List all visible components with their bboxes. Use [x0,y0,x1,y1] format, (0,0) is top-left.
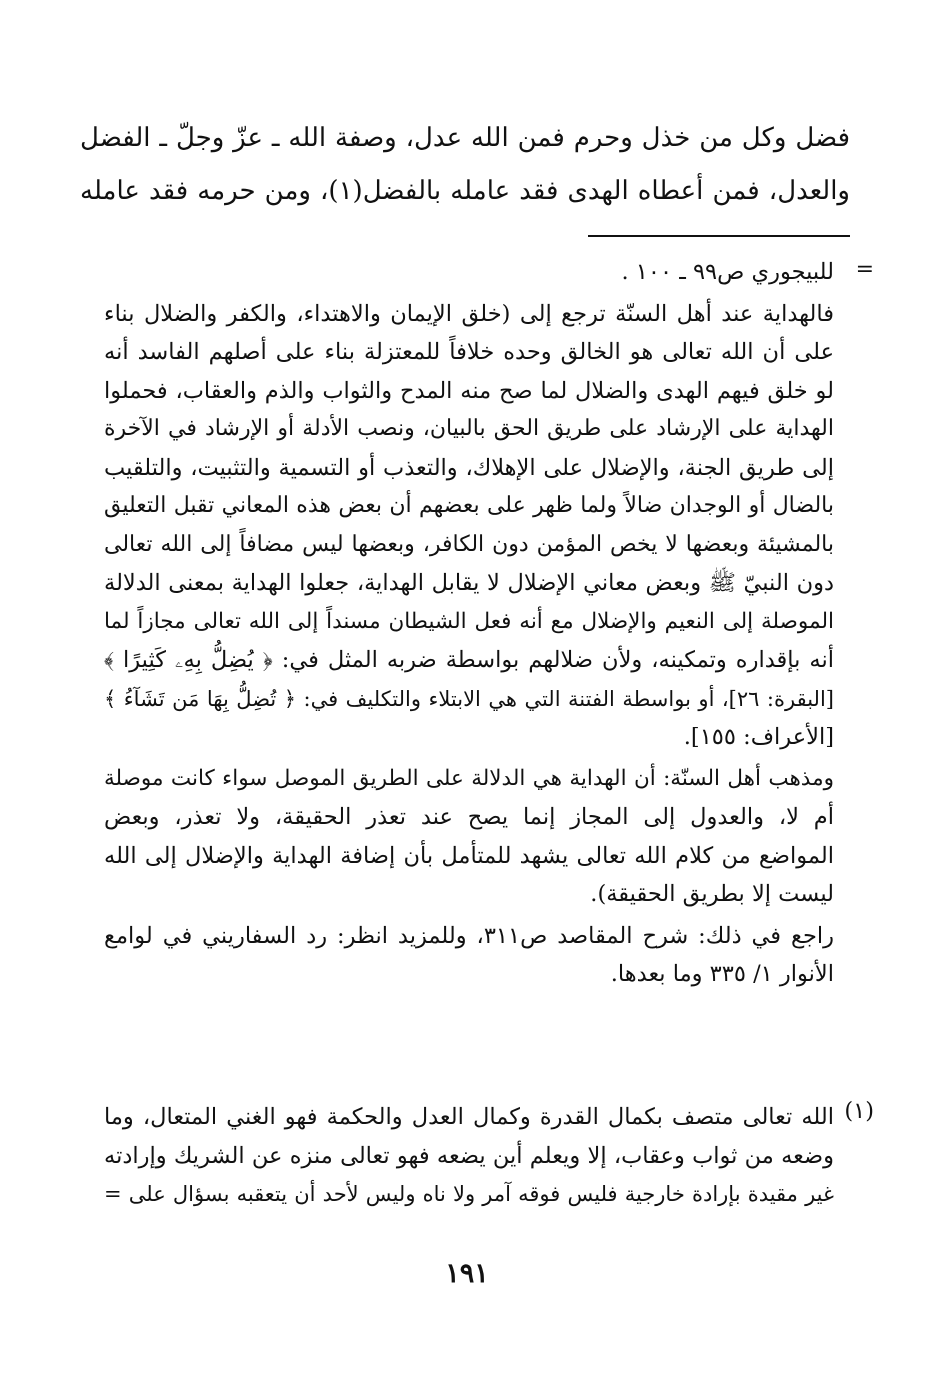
note-line: ومذهب أهل السنّة: أن الهداية هي الدلالة على الطريق الموصل سواء كانت موصلة [104,765,834,791]
note-line: [البقرة: ٢٦]، أو بواسطة الفتنة التي هي الابتلاء والتكليف في: ﴿ تُضِلُّ بِهَا مَن تَشَآءُ ﴾ [104,686,834,711]
note-line: للبيجوري ص٩٩ ـ ١٠٠ . [621,259,834,285]
note-line: بالمشيئة وبعضها لا يخص المؤمن دون الكافر، وبعضها ليس مضافاً إلى الله تعالى [104,531,834,557]
note-line: لو خلق فيهم الهدى والضلال لما صح منه المدح والثواب والذم والعقاب، فحملوا [104,377,834,404]
main-text-line: والعدل، فمن أعطاه الهدى فقد عامله بالفضل(١)، ومن حرمه فقد عامله [80,176,850,206]
footnote-continuation [104,253,834,997]
note-paragraph-references [104,917,834,994]
note-line: بالضال أو الوجدان ضالاً ولما ظهر على بعضهم أن بعض هذه المعاني تقبل التعليق [104,493,834,518]
page-number: ١٩١ [445,1258,489,1289]
note-paragraph-guidance [104,295,834,757]
footnote-separator [588,235,850,237]
main-text-line: فضل وكل من خذل وحرم فمن الله عدل، وصفة الله ـ عزّ وجلّ ـ الفضل [80,123,850,153]
main-text [80,112,850,218]
footnote-1 [104,1098,834,1214]
footnote-line: غير مقيدة بإرادة خارجية فليس فوقه آمر ولا ناه وليس لأحد أن يتعقبه بسؤال على = [104,1182,834,1206]
note-line: [الأعراف: ١٥٥]. [683,724,834,750]
note-line: الموصلة إلى النعيم والإضلال مع أنه فعل الشيطان مسنداً إلى الله تعالى مجازاً لما [104,608,834,634]
note-line: على أن الله تعالى هو الخالق وحده خلافاً للمعتزلة بناء على أصلهم الفاسد أنه [104,339,834,365]
note-paragraph-sunnah-view [104,760,834,914]
note-line: أنه بإقداره وتمكينه، ولأن ضلالهم بواسطة ضربه المثل في: ﴿ يُضِلُّ بِهِۦ كَثِيرًا ﴾ [104,647,834,673]
note-line: أم لا، والعدول إلى المجاز إنما يصح عند تعذر الحقيقة، ولا تعذر، وبعض [104,804,834,830]
footnote-line: الله تعالى متصف بكمال القدرة وكمال العدل والحكمة فهو الغني المتعال، وما [104,1104,834,1130]
note-line: المواضع من كلام الله تعالى يشهد للمتأمل بأن إضافة الهداية والإضلال إلى الله [104,842,834,869]
note-first-line [104,253,834,292]
note-line: إلى طريق الجنة، والإضلال على الإهلاك، والتعذب أو التسمية والتثبيت، والتلقيب [104,454,834,481]
note-line: راجع في ذلك: شرح المقاصد ص٣١١، وللمزيد انظر: رد السفاريني في لوامع [104,922,834,949]
footnote-line: وضعه من ثواب وعقاب، إلا ويعلم أين يضعه فهو تعالى منزه عن الشريك وإرادته [104,1142,834,1169]
note-line: الهداية على الإرشاد على طريق الحق بالبيان، ونصب الأدلة أو الإرشاد في الآخرة [104,416,834,441]
continuation-mark: = [855,257,874,282]
note-line: دون النبيّ ﷺ وبعض معاني الإضلال لا يقابل الهداية، جعلوا الهداية بمعنى الدلالة [104,570,834,596]
footnote-number: (١) [844,1098,874,1124]
note-line: الأنوار ١/ ٣٣٥ وما بعدها. [610,961,834,987]
note-line: ليست إلا بطريق الحقيقة). [590,881,834,907]
note-line: فالهداية عند أهل السنّة ترجع إلى (خلق الإيمان والاهتداء، والكفر والضلال بناء [104,300,834,327]
